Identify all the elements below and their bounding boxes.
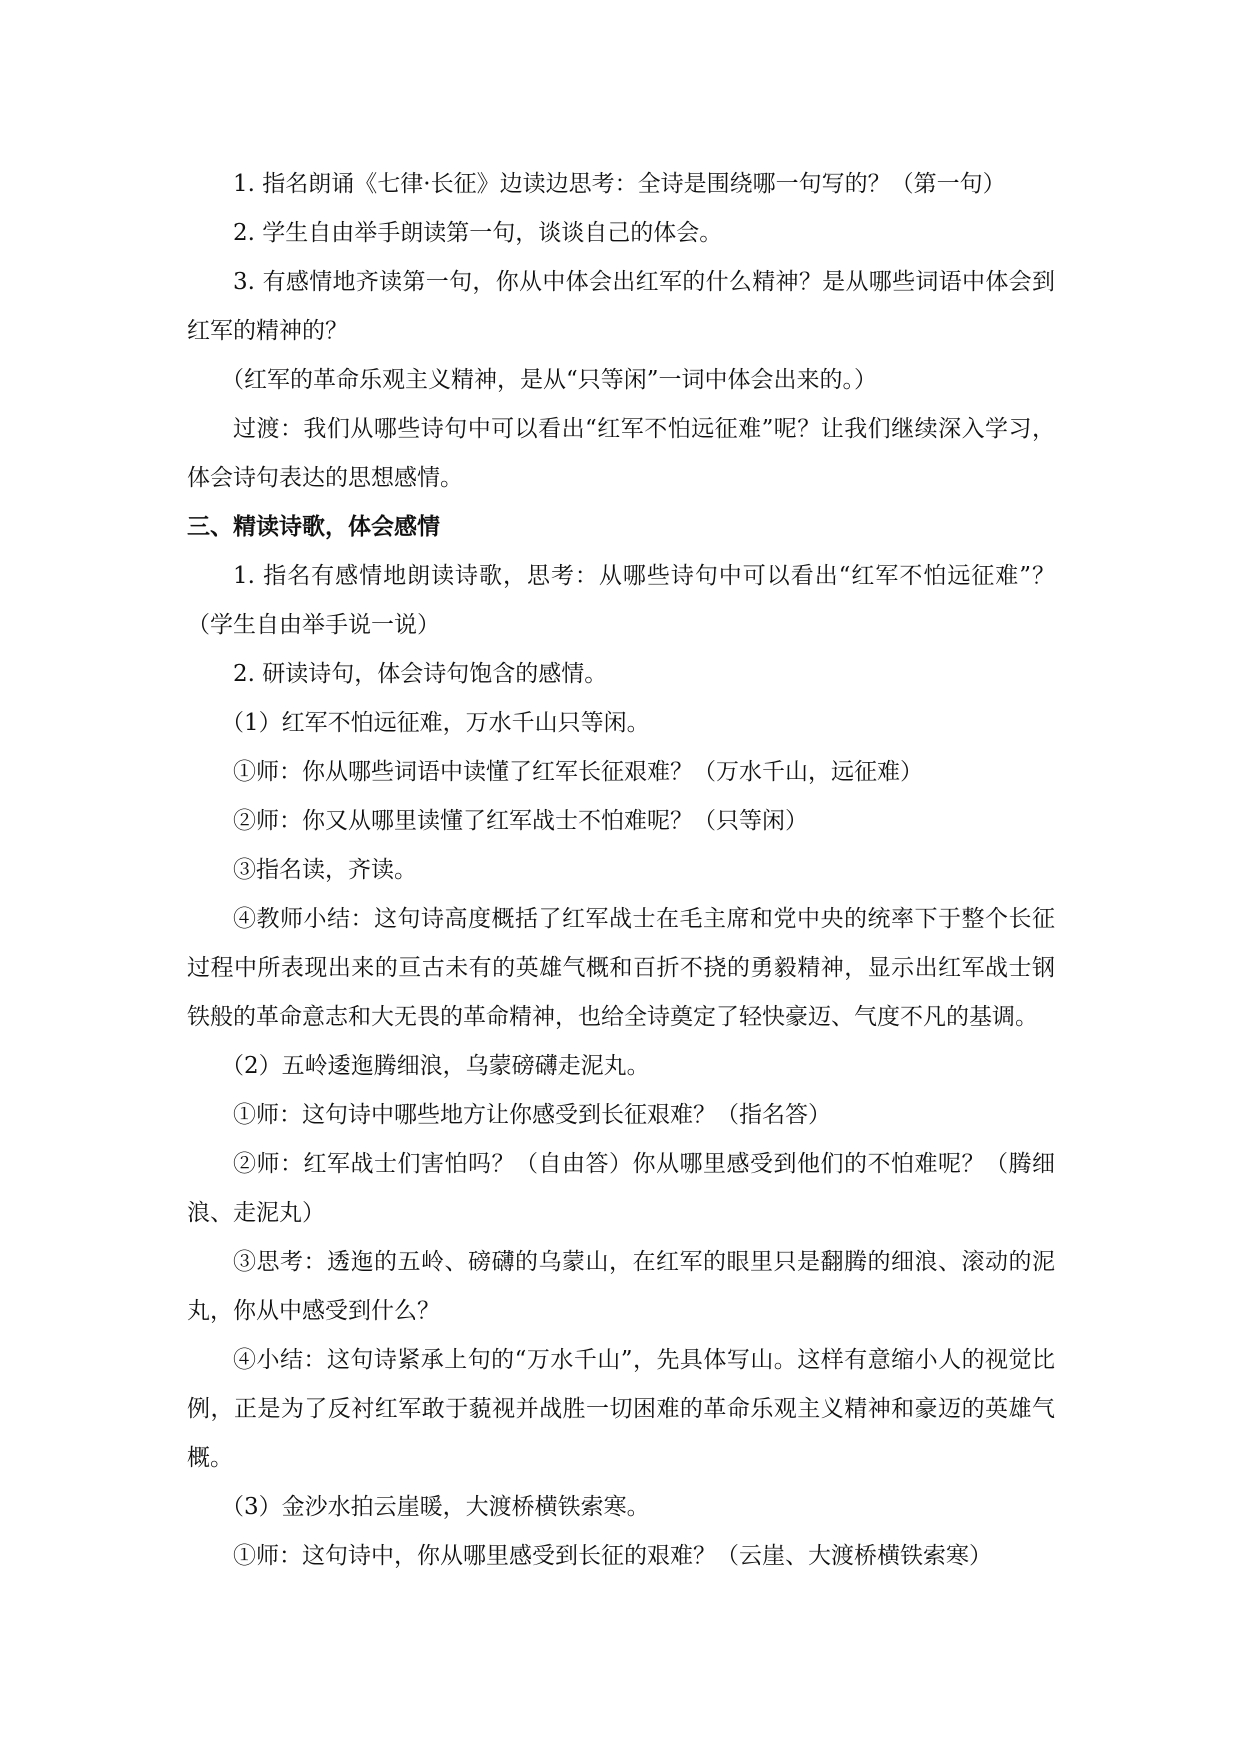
summary-2: ④小结：这句诗紧承上句的“万水千山”，先具体写山。这样有意缩小人的视觉比例，正是为了反衬红军敢于藐视并战胜一切困难的革命乐观主义精神和豪迈的英雄气概。 <box>187 1347 1055 1471</box>
question-3: ①师：这句诗中哪些地方让你感受到长征艰难？（指名答） <box>233 1102 831 1128</box>
answer-note: （红军的革命乐观主义精神，是从“只等闲”一词中体会出来的。） <box>221 367 878 393</box>
paragraph-item-5: 2. 研读诗句，体会诗句饱含的感情。 <box>233 661 608 687</box>
question-4: ②师：红军战士们害怕吗？（自由答）你从哪里感受到他们的不怕难呢？（腾细浪、走泥丸） <box>187 1151 1055 1226</box>
thinking-prompt: ③思考：透迤的五岭、磅礴的乌蒙山，在红军的眼里只是翻腾的细浪、滚动的泥丸，你从中感受到什么？ <box>187 1249 1055 1324</box>
paragraph-item-1: 1. 指名朗诵《七律·长征》边读边思考：全诗是围绕哪一句写的？（第一句） <box>233 171 1006 197</box>
paragraph-item-2: 2. 学生自由举手朗读第一句，谈谈自己的体会。 <box>233 220 723 246</box>
teacher-summary-1: ④教师小结：这句诗高度概括了红军战士在毛主席和党中央的统率下于整个长征过程中所表现出来的亘古未有的英雄气概和百折不挠的勇毅精神，显示出红军战士钢铁般的革命意志和大无畏的革命精神，也给全诗奠定了轻快豪迈、气度不凡的基调。 <box>187 906 1055 1030</box>
question-1: ①师：你从哪些词语中读懂了红军长征艰难？（万水千山，远征难） <box>233 759 923 785</box>
question-5: ①师：这句诗中，你从哪里感受到长征的艰难？（云崖、大渡桥横铁索寒） <box>233 1543 992 1569</box>
section-heading: 三、精读诗歌，体会感情 <box>187 514 440 540</box>
verse-line-3: （3）金沙水拍云崖暖，大渡桥横铁索寒。 <box>221 1494 650 1520</box>
document-page <box>187 160 1055 1581</box>
paragraph-item-3: 3. 有感情地齐读第一句，你从中体会出红军的什么精神？是从哪些词语中体会到红军的精神的？ <box>187 269 1055 344</box>
instruction-read: ③指名读，齐读。 <box>233 857 417 883</box>
question-2: ②师：你又从哪里读懂了红军战士不怕难呢？（只等闲） <box>233 808 808 834</box>
verse-line-1: （1）红军不怕远征难，万水千山只等闲。 <box>221 710 650 736</box>
verse-line-2: （2）五岭逶迤腾细浪，乌蒙磅礴走泥丸。 <box>221 1053 650 1079</box>
transition-paragraph: 过渡：我们从哪些诗句中可以看出“红军不怕远征难”呢？让我们继续深入学习，体会诗句表达的思想感情。 <box>187 416 1055 491</box>
paragraph-item-4: 1. 指名有感情地朗读诗歌，思考：从哪些诗句中可以看出“红军不怕远征难”？（学生自由举手说一说） <box>187 563 1055 638</box>
